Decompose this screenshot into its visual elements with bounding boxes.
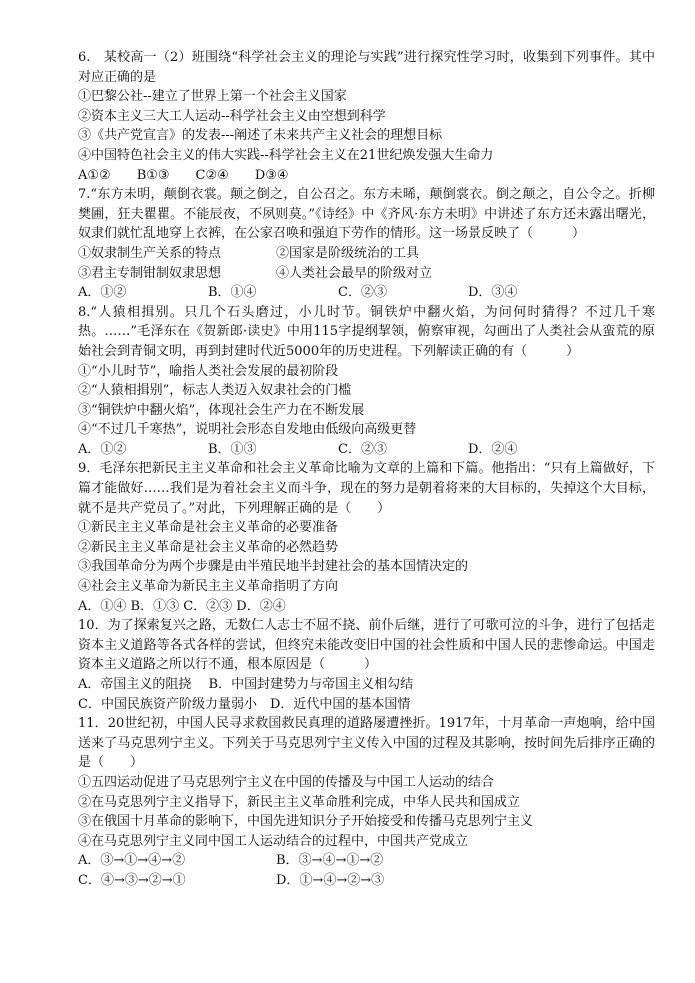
statement-item: ④人类社会最早的阶级对立 <box>276 265 433 281</box>
option-d: D．③④ <box>468 285 518 301</box>
question-stem: 7.“东方未明，颠倒衣裳。颠之倒之，自公召之。东方未晞，颠倒裳衣。倒之颠之，自公令之。折柳樊圃，狂夫瞿瞿。不能辰夜，不夙则莫。”《诗经》中《齐风·东方未明》中讲述了东方还未露出曙光，奴隶们就忙乱地穿上衣裤，在公家召唤和强迫下劳作的情形。这一场景反映了（ ） <box>78 187 655 242</box>
question-stem: 8.“人猿相揖别。只几个石头磨过，小儿时节。铜铁炉中翻火焰，为问何时猜得？不过几千寒热。……”毛泽东在《贺新郎·读史》中用115字提纲挈领，俯察审视，勾画出了人类社会从蛮荒的原始社会到青铜文明，再到封建时代近5000年的历史进程。下列解读正确的有（ ） <box>78 304 655 359</box>
statement-item: ①巴黎公社--建立了世界上第一个社会主义国家 <box>78 89 347 105</box>
statement-item: ①新民主主义革命是社会主义革命的必要准备 <box>78 520 339 536</box>
option-c: C．②③ <box>338 441 387 457</box>
question-8 <box>78 303 655 460</box>
answer-options <box>78 851 655 871</box>
option-c: C．④→③→②→① <box>78 872 186 888</box>
statement-item: ③“铜铁炉中翻火焰”，体现社会生产力在不断发展 <box>78 402 365 418</box>
question-6 <box>78 48 655 185</box>
statement-item: ③我国革命分为两个步骤是由半殖民地半封建社会的基本国情决定的 <box>78 559 469 575</box>
statement-item: ②资本主义三大工人运动--科学社会主义由空想到科学 <box>78 108 386 124</box>
answer-options <box>78 283 655 303</box>
statement-item: ②在马克思列宁主义指导下，新民主主义革命胜利完成，中华人民共和国成立 <box>78 794 521 810</box>
option-c: C．②③ <box>338 285 387 301</box>
statement-item: ③在俄国十月革命的影响下，中国先进知识分子开始接受和传播马克思列宁主义 <box>78 814 534 830</box>
statement-row <box>78 264 655 284</box>
option-b: B．①③ <box>208 441 257 457</box>
statement-item: ②国家是阶级统治的工具 <box>276 245 420 261</box>
statement-item: ④中国特色社会主义的伟大实践--科学社会主义在21世纪焕发强大生命力 <box>78 147 494 163</box>
statement-item: ④在马克思列宁主义同中国工人运动结合的过程中，中国共产党成立 <box>78 833 469 849</box>
statement-item: ②“人猿相揖别”，标志人类迈入奴隶社会的门槛 <box>78 383 352 399</box>
option-d: D．②④ <box>468 441 518 457</box>
question-7 <box>78 185 655 303</box>
statement-item: ④社会主义革命为新民主主义革命指明了方向 <box>78 579 339 595</box>
statement-item: ①奴隶制生产关系的特点 <box>78 245 222 261</box>
statement-item: ③君主专制钳制奴隶思想 <box>78 265 222 281</box>
answer-options: A．帝国主义的阻挠 B．中国封建势力与帝国主义相勾结 <box>78 677 414 692</box>
question-11 <box>78 714 655 890</box>
question-stem: 11．20世纪初，中国人民寻求救国救民真理的道路屡遭挫折。1917年，十月革命一声炮响，给中国送来了马克思列宁主义。下列关于马克思列宁主义传入中国的过程及其影响，按时间先后排序正确的是（ ） <box>78 716 655 771</box>
answer-options: A①② B①③ C②④ D③④ <box>78 167 289 183</box>
option-a: A．③→①→④→② <box>78 853 186 869</box>
answer-options <box>78 871 655 891</box>
statement-item: ①五四运动促进了马克思列宁主义在中国的传播及与中国工人运动的结合 <box>78 774 495 790</box>
answer-options: A．①④ B．①③ C．②③ D．②④ <box>78 598 286 614</box>
question-stem: 6. 某校高一（2）班围绕“科学社会主义的理论与实践”进行探究性学习时，收集到下列事件。其中对应正确的是 <box>78 50 655 85</box>
statement-item: ①“小儿时节”，喻指人类社会发展的最初阶段 <box>78 363 339 379</box>
question-stem: 10．为了探索复兴之路，无数仁人志士不屈不挠、前仆后继，进行了可歌可泣的斗争，进行了包括走资本主义道路等各式各样的尝试，但终究未能改变旧中国的社会性质和中国人民的悲惨命运。中国走资本主义道路之所以行不通，根本原因是（ ） <box>78 618 655 673</box>
answer-options: C．中国民族资产阶级力量弱小 D．近代中国的基本国情 <box>78 696 411 712</box>
option-b: B．③→④→①→② <box>276 853 384 869</box>
statement-row <box>78 244 655 264</box>
answer-options <box>78 440 655 460</box>
statement-item: ④“不过几千寒热”，说明社会形态自发地由低级向高级更替 <box>78 422 417 438</box>
statement-item: ②新民主主义革命是社会主义革命的必然趋势 <box>78 539 339 555</box>
option-b: B．①④ <box>208 285 257 301</box>
question-stem: 9．毛泽东把新民主主义革命和社会主义革命比喻为文章的上篇和下篇。他指出：“只有上篇做好，下篇才能做好……我们是为着社会主义而斗争，现在的努力是朝着将来的大目标的，失掉这个大目标，就不是共产党员了。”对此，下列理解正确的是（ ） <box>78 461 655 516</box>
question-10 <box>78 616 655 714</box>
option-a: A．①② <box>78 285 127 301</box>
statement-item: ③《共产党宣言》的发表---阐述了未来共产主义社会的理想目标 <box>78 128 443 144</box>
option-d: D．①→④→②→③ <box>276 872 385 888</box>
option-a: A．①② <box>78 441 127 457</box>
question-9 <box>78 459 655 616</box>
